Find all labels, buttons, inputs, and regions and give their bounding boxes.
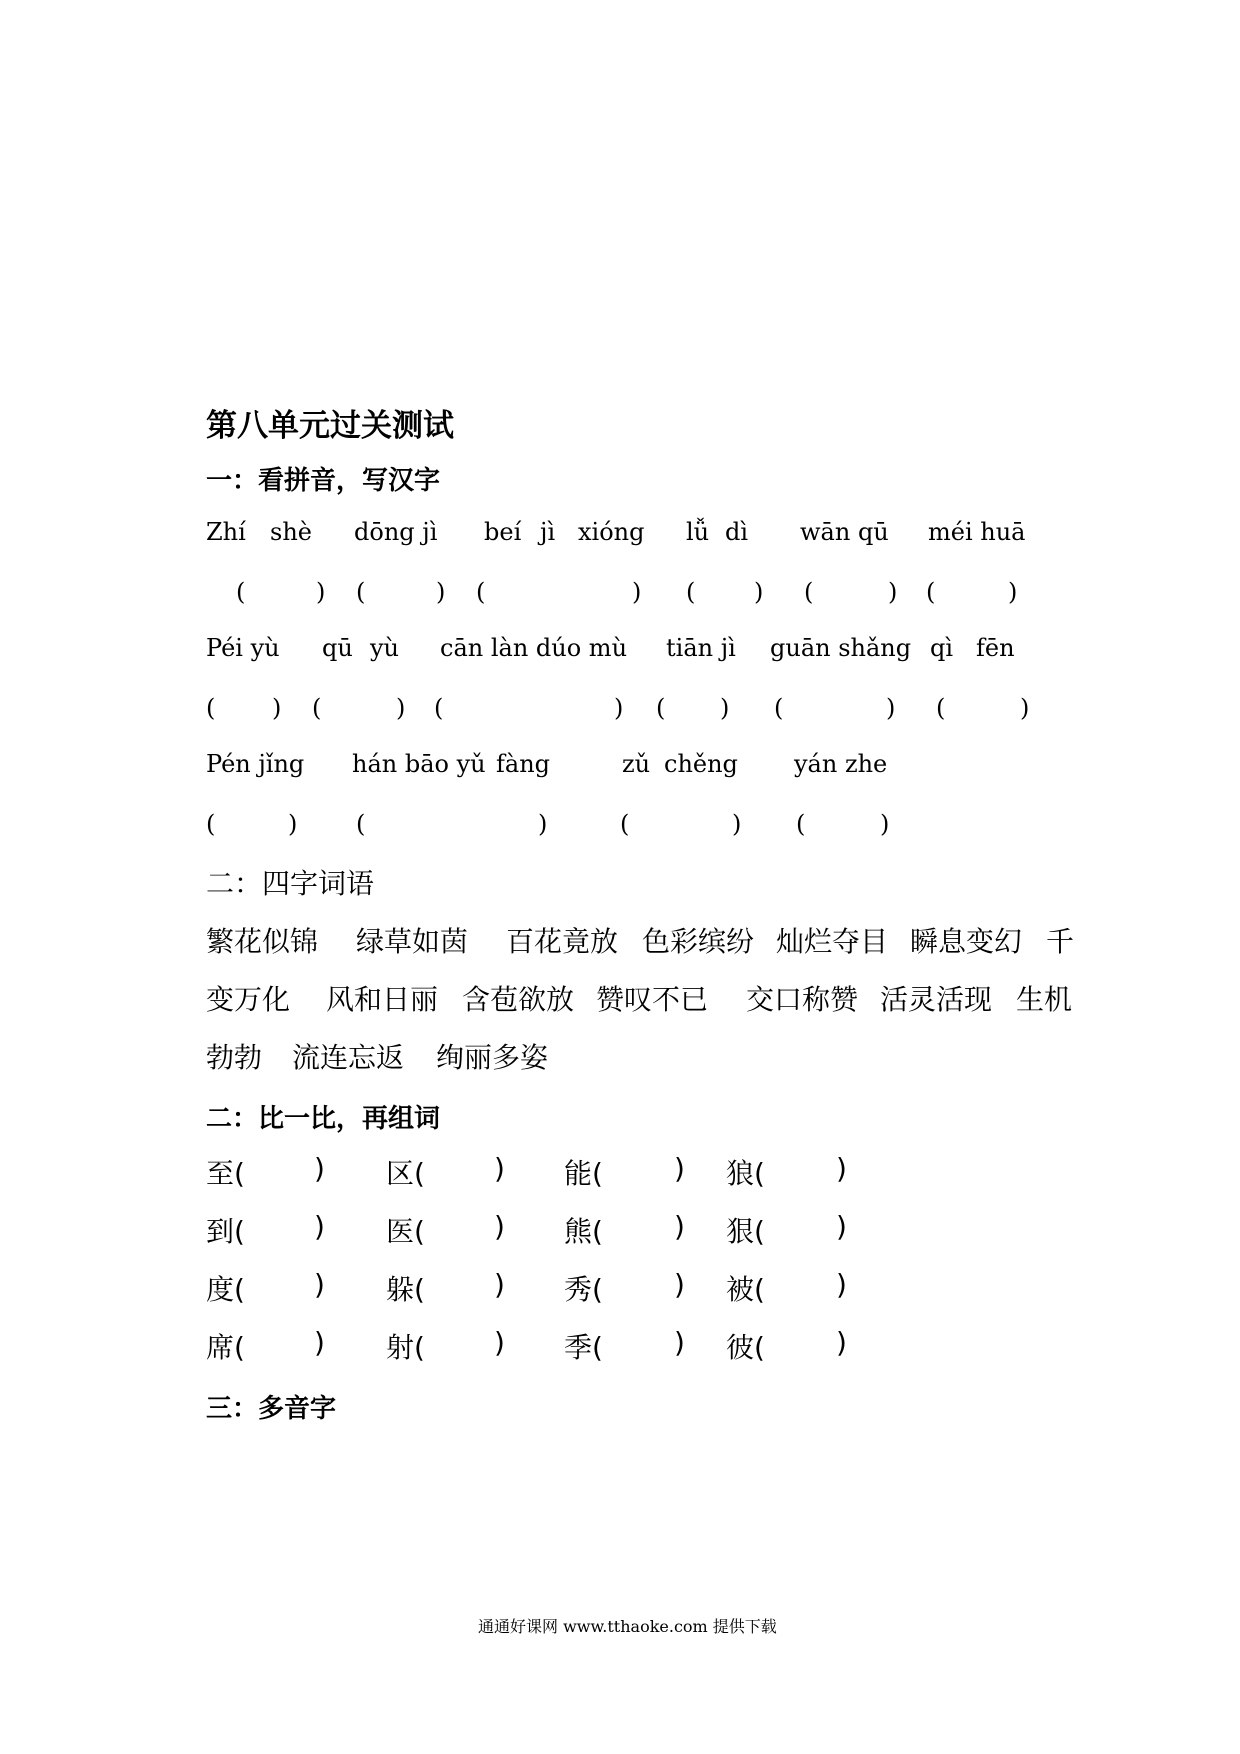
- answer-paren-close: ): [288, 810, 298, 838]
- answer-paren-open: (: [476, 578, 486, 606]
- answer-paren-open: (: [356, 578, 366, 606]
- answer-paren-open: (: [434, 694, 444, 722]
- pinyin-item: guān shǎng: [770, 634, 912, 662]
- answer-paren-close: ): [314, 1152, 325, 1185]
- pinyin-item: méi huā: [928, 518, 1026, 546]
- compare-char: 熊: [564, 1215, 593, 1248]
- compare-char: 狼: [726, 1157, 755, 1190]
- answer-paren-close: ): [754, 578, 764, 606]
- pinyin-item: shè: [270, 518, 312, 546]
- answer-paren-open: (: [936, 694, 946, 722]
- idiom: 生机: [1016, 983, 1073, 1016]
- idiom: 交口称赞: [746, 983, 859, 1016]
- section-heading-compare: 二：比一比，再组词: [206, 1104, 441, 1134]
- idiom: 瞬息变幻: [910, 925, 1023, 958]
- answer-paren-close: ): [494, 1326, 505, 1359]
- pinyin-item: Zhí: [206, 518, 246, 546]
- answer-paren-open: (: [754, 1331, 765, 1364]
- pinyin-item: yán zhe: [794, 750, 888, 778]
- answer-paren-close: ): [836, 1152, 847, 1185]
- answer-paren-open: (: [656, 694, 666, 722]
- answer-paren-open: (: [592, 1273, 603, 1306]
- answer-paren-open: (: [754, 1273, 765, 1306]
- pinyin-item: yù: [370, 634, 400, 662]
- idiom: 含苞欲放: [462, 983, 575, 1016]
- answer-paren-open: (: [234, 1157, 245, 1190]
- pinyin-item: xióng: [578, 518, 645, 546]
- compare-char: 度: [206, 1273, 235, 1306]
- answer-paren-close: ): [880, 810, 890, 838]
- answer-paren-open: (: [620, 810, 630, 838]
- pinyin-item: jì: [540, 518, 556, 546]
- compare-char: 被: [726, 1273, 755, 1306]
- idiom: 百花竟放: [506, 925, 619, 958]
- answer-paren-open: (: [234, 1273, 245, 1306]
- answer-paren-open: (: [774, 694, 784, 722]
- answer-paren-close: ): [436, 578, 446, 606]
- answer-paren-close: ): [316, 578, 326, 606]
- answer-paren-close: ): [314, 1210, 325, 1243]
- idiom: 灿烂夺目: [776, 925, 889, 958]
- idiom: 勃勃: [206, 1041, 263, 1074]
- idiom: 色彩缤纷: [642, 925, 755, 958]
- answer-paren-close: ): [836, 1210, 847, 1243]
- compare-char: 至: [206, 1157, 235, 1190]
- idiom: 千: [1046, 925, 1075, 958]
- footer-text: 通通好课网 www.tthaoke.com 提供下载: [478, 1617, 777, 1636]
- answer-paren-close: ): [538, 810, 548, 838]
- answer-paren-open: (: [206, 810, 216, 838]
- pinyin-item: wān qū: [800, 518, 889, 546]
- idiom: 活灵活现: [880, 983, 993, 1016]
- answer-paren-open: (: [592, 1331, 603, 1364]
- section-heading-idioms: 二：四字词语: [206, 867, 375, 900]
- answer-paren-close: ): [674, 1326, 685, 1359]
- compare-char: 席: [206, 1331, 235, 1364]
- answer-paren-close: ): [836, 1326, 847, 1359]
- answer-paren-open: (: [312, 694, 322, 722]
- answer-paren-close: ): [272, 694, 282, 722]
- compare-char: 射: [386, 1331, 415, 1364]
- answer-paren-close: ): [494, 1152, 505, 1185]
- idiom: 绿草如茵: [356, 925, 469, 958]
- idiom: 变万化: [206, 983, 291, 1016]
- answer-paren-close: ): [720, 694, 730, 722]
- answer-paren-open: (: [796, 810, 806, 838]
- answer-paren-close: ): [314, 1326, 325, 1359]
- answer-paren-open: (: [356, 810, 366, 838]
- answer-paren-open: (: [754, 1157, 765, 1190]
- answer-paren-close: ): [1008, 578, 1018, 606]
- answer-paren-open: (: [592, 1215, 603, 1248]
- compare-char: 躲: [386, 1273, 415, 1306]
- pinyin-item: dōng jì: [354, 518, 438, 546]
- answer-paren-open: (: [686, 578, 696, 606]
- answer-paren-close: ): [632, 578, 642, 606]
- pinyin-item: lǚ: [686, 518, 710, 546]
- answer-paren-close: ): [314, 1268, 325, 1301]
- answer-paren-open: (: [804, 578, 814, 606]
- idiom: 流连忘返: [292, 1041, 405, 1074]
- answer-paren-open: (: [414, 1331, 425, 1364]
- pinyin-item: tiān jì: [666, 634, 736, 662]
- answer-paren-open: (: [592, 1157, 603, 1190]
- answer-paren-close: ): [888, 578, 898, 606]
- pinyin-item: Péi yù: [206, 634, 280, 662]
- pinyin-item: dì: [725, 518, 749, 546]
- answer-paren-open: (: [234, 1215, 245, 1248]
- answer-paren-close: ): [396, 694, 406, 722]
- pinyin-item: qū: [322, 634, 353, 662]
- answer-paren-open: (: [206, 694, 216, 722]
- answer-paren-open: (: [414, 1157, 425, 1190]
- idiom: 风和日丽: [326, 983, 439, 1016]
- section-heading-polyphones: 三：多音字: [206, 1394, 337, 1424]
- compare-char: 医: [386, 1215, 415, 1248]
- answer-paren-close: ): [836, 1268, 847, 1301]
- pinyin-item: chěng: [664, 750, 738, 778]
- compare-char: 到: [206, 1215, 235, 1248]
- answer-paren-open: (: [754, 1215, 765, 1248]
- answer-paren-close: ): [886, 694, 896, 722]
- answer-paren-close: ): [1020, 694, 1030, 722]
- answer-paren-open: (: [926, 578, 936, 606]
- pinyin-item: beí: [484, 518, 522, 546]
- compare-char: 能: [564, 1157, 593, 1190]
- answer-paren-open: (: [236, 578, 246, 606]
- compare-char: 秀: [564, 1273, 593, 1306]
- pinyin-item: zǔ: [622, 750, 651, 778]
- answer-paren-close: ): [674, 1268, 685, 1301]
- pinyin-item: Pén jǐng: [206, 750, 305, 778]
- pinyin-item: fàng: [496, 750, 551, 778]
- answer-paren-open: (: [414, 1215, 425, 1248]
- section-heading-pinyin: 一：看拼音，写汉字: [206, 466, 441, 496]
- page-title: 第八单元过关测试: [206, 408, 454, 444]
- pinyin-item: qì: [930, 634, 954, 662]
- answer-paren-close: ): [494, 1210, 505, 1243]
- answer-paren-close: ): [674, 1152, 685, 1185]
- idiom: 赞叹不已: [596, 983, 709, 1016]
- pinyin-item: hán bāo yǔ: [352, 750, 486, 778]
- answer-paren-open: (: [414, 1273, 425, 1306]
- answer-paren-close: ): [674, 1210, 685, 1243]
- idiom: 繁花似锦: [206, 925, 319, 958]
- pinyin-item: cān làn dúo mù: [440, 634, 628, 662]
- answer-paren-close: ): [494, 1268, 505, 1301]
- compare-char: 季: [564, 1331, 593, 1364]
- answer-paren-close: ): [614, 694, 624, 722]
- compare-char: 彼: [726, 1331, 755, 1364]
- compare-char: 狠: [726, 1215, 755, 1248]
- compare-char: 区: [386, 1157, 415, 1190]
- pinyin-item: fēn: [976, 634, 1015, 662]
- idiom: 绚丽多姿: [436, 1041, 549, 1074]
- answer-paren-close: ): [732, 810, 742, 838]
- answer-paren-open: (: [234, 1331, 245, 1364]
